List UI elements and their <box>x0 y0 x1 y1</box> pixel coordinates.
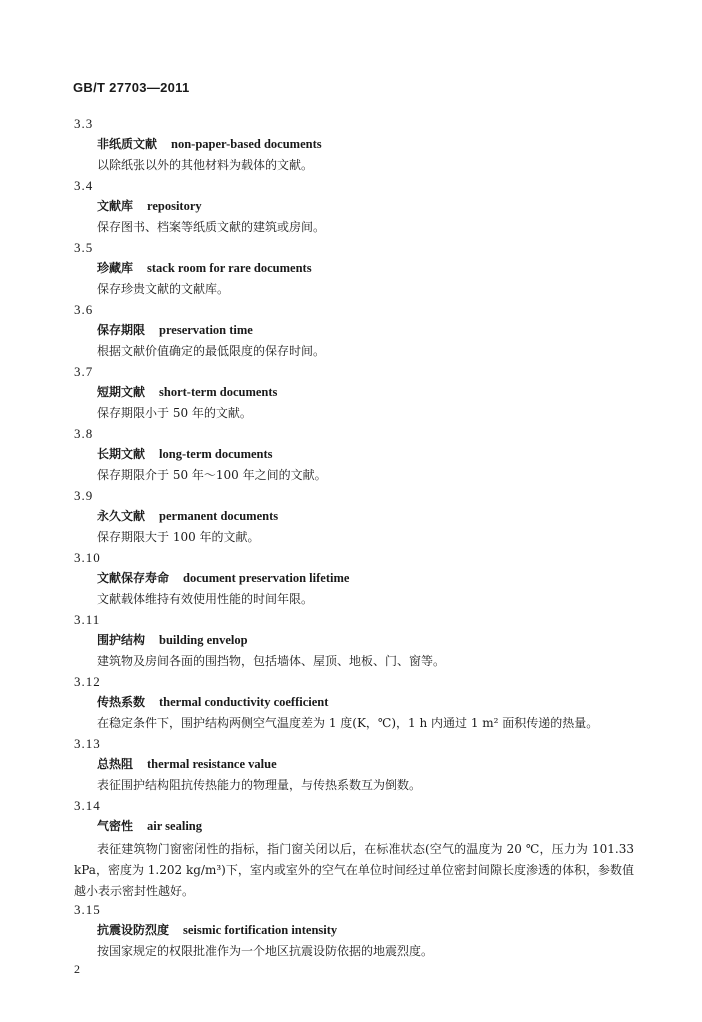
term-heading <box>97 384 702 405</box>
term-heading <box>97 260 702 281</box>
term-entry <box>0 902 702 964</box>
term-entry <box>0 116 702 178</box>
term-definition: 保存期限小于 50 年的文献。 <box>97 406 252 420</box>
term-definition: 文献载体维持有效使用性能的时间年限。 <box>97 592 314 606</box>
term-definition: 表征建筑物门窗密闭性的指标，指门窗关闭以后，在标准状态(空气的温度为 20 ℃，压力为 101.33 kPa，密度为 1.202 kg/m³)下，室内或室外的空气在单位时间经过单位密封间隙长度渗透的体积，参数值越小表示密封性越好。 <box>74 842 634 898</box>
term-english: thermal conductivity coefficient <box>159 695 329 709</box>
clause-number: 3.5 <box>74 240 94 255</box>
clause-number: 3.8 <box>74 426 94 441</box>
term-chinese: 总热阻 <box>97 757 134 771</box>
term-definition: 建筑物及房间各面的围挡物，包括墙体、屋顶、地板、门、窗等。 <box>97 654 446 668</box>
term-chinese: 传热系数 <box>97 695 146 709</box>
term-entry <box>0 550 702 612</box>
term-entry <box>0 736 702 798</box>
term-definition: 保存珍贵文献的文献库。 <box>97 282 230 296</box>
term-chinese: 文献保存寿命 <box>97 571 170 585</box>
term-english: stack room for rare documents <box>147 261 312 275</box>
term-chinese: 珍藏库 <box>97 261 134 275</box>
term-heading <box>97 818 702 839</box>
term-heading <box>97 446 702 467</box>
term-chinese: 短期文献 <box>97 385 146 399</box>
term-english: thermal resistance value <box>147 757 277 771</box>
term-entry <box>0 674 702 736</box>
term-chinese: 非纸质文献 <box>97 137 158 151</box>
clause-number: 3.10 <box>74 550 101 565</box>
term-entry <box>0 240 702 302</box>
term-english: non-paper-based documents <box>171 137 322 151</box>
clause-number: 3.3 <box>74 116 94 131</box>
term-entry <box>0 798 702 902</box>
clause-number: 3.4 <box>74 178 94 193</box>
term-heading <box>97 198 702 219</box>
term-definition: 按国家规定的权限批准作为一个地区抗震设防依据的地震烈度。 <box>97 944 434 958</box>
term-heading <box>97 756 702 777</box>
term-heading <box>97 632 702 653</box>
term-heading <box>97 508 702 529</box>
term-definition: 以除纸张以外的其他材料为载体的文献。 <box>97 158 314 172</box>
term-heading <box>97 570 702 591</box>
term-definition-list <box>0 116 702 964</box>
term-definition: 保存期限介于 50 年～100 年之间的文献。 <box>97 468 327 482</box>
term-heading <box>97 322 702 343</box>
term-chinese: 围护结构 <box>97 633 146 647</box>
clause-number: 3.13 <box>74 736 101 751</box>
term-english: building envelop <box>159 633 248 647</box>
term-entry <box>0 178 702 240</box>
term-entry <box>0 426 702 488</box>
term-english: air sealing <box>147 819 202 833</box>
term-chinese: 保存期限 <box>97 323 146 337</box>
term-english: permanent documents <box>159 509 279 523</box>
term-definition: 在稳定条件下，围护结构两侧空气温度差为 1 度(K，℃)，1 h 内通过 1 m² 面积传递的热量。 <box>97 716 599 730</box>
term-definition: 保存期限大于 100 年的文献。 <box>97 530 260 544</box>
term-chinese: 抗震设防烈度 <box>97 923 170 937</box>
term-definition: 根据文献价值确定的最低限度的保存时间。 <box>97 344 326 358</box>
term-english: long-term documents <box>159 447 273 461</box>
term-heading <box>97 136 702 157</box>
term-chinese: 文献库 <box>97 199 134 213</box>
clause-number: 3.14 <box>74 798 101 813</box>
term-english: seismic fortification intensity <box>183 923 338 937</box>
term-entry <box>0 364 702 426</box>
page-number: 2 <box>74 962 80 976</box>
clause-number: 3.12 <box>74 674 101 689</box>
term-entry <box>0 488 702 550</box>
term-chinese: 长期文献 <box>97 447 146 461</box>
term-english: repository <box>147 199 202 213</box>
term-definition: 保存图书、档案等纸质文献的建筑或房间。 <box>97 220 326 234</box>
term-chinese: 气密性 <box>97 819 134 833</box>
clause-number: 3.11 <box>74 612 101 627</box>
clause-number: 3.6 <box>74 302 94 317</box>
term-english: document preservation lifetime <box>183 571 350 585</box>
clause-number: 3.7 <box>74 364 94 379</box>
term-entry <box>0 302 702 364</box>
standard-code-header: GB/T 27703—2011 <box>73 80 190 95</box>
term-chinese: 永久文献 <box>97 509 146 523</box>
term-definition: 表征围护结构阻抗传热能力的物理量，与传热系数互为倒数。 <box>97 778 422 792</box>
clause-number: 3.15 <box>74 902 101 917</box>
term-heading <box>97 922 702 943</box>
term-english: preservation time <box>159 323 253 337</box>
term-entry <box>0 612 702 674</box>
clause-number: 3.9 <box>74 488 94 503</box>
term-heading <box>97 694 702 715</box>
term-english: short-term documents <box>159 385 278 399</box>
